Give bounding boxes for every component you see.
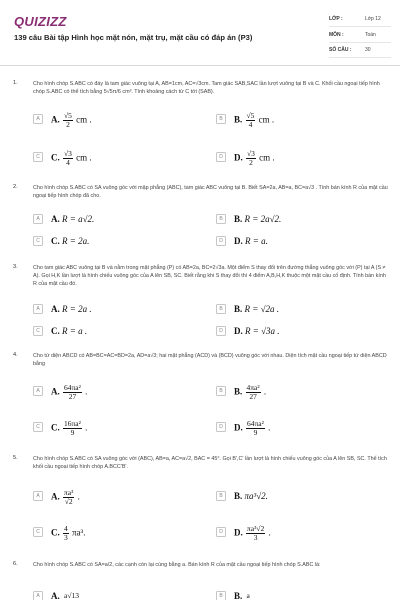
option-answer: D. R = a. [234, 236, 268, 246]
question-number: 4. [13, 352, 18, 358]
option-c[interactable] [33, 418, 203, 438]
option-answer: B. R = √2a . [234, 304, 280, 314]
option-box: D [216, 236, 226, 246]
question-number: 1. [13, 80, 18, 86]
option-a[interactable] [33, 487, 203, 507]
question-number: 6. [13, 561, 18, 567]
option-answer: C. $\frac{\text{16πa²}}{9}$ . [51, 419, 88, 437]
option-answer: A. R = 2a . [51, 304, 92, 314]
meta-count [329, 43, 391, 58]
option-box: C [33, 326, 43, 336]
option-box: A [33, 114, 43, 124]
option-box: A [33, 214, 43, 224]
question-number: 3. [13, 264, 18, 270]
question-text: Cho hình chóp S.ABC có SA=a/2, các cạnh còn lại cùng bằng a. Bán kính R của mặt cầu ngoại tiếp hình chóp S.ABC là: [33, 562, 321, 568]
option-box: B [216, 214, 226, 224]
option-d[interactable] [216, 523, 386, 543]
option-box: C [33, 152, 43, 162]
option-box: B [216, 114, 226, 124]
option-c[interactable] [33, 523, 203, 543]
option-a[interactable] [33, 210, 203, 230]
quizizz-logo: QUIZIZZ [14, 14, 67, 29]
document-title: 139 câu Bài tập Hình học mặt nón, mặt trụ, mặt cầu có đáp án (P3) [14, 33, 253, 42]
option-box: D [216, 152, 226, 162]
option-b[interactable] [216, 587, 386, 600]
option-answer: C. R = a . [51, 326, 88, 336]
option-c[interactable] [33, 322, 203, 342]
question-text: Cho tứ diện ABCD có AB=BC=AC=BD=2a, AD=a√3; hai mặt phẳng (ACD) và (BCD) vuông góc với nhau. Diện tích mặt cầu ngoại tiếp tứ diện ABCD bằng [33, 353, 387, 367]
option-answer: A. a√13 [51, 591, 79, 600]
option-a[interactable] [33, 300, 203, 320]
option-answer: C. $\frac{√3}{4}$ cm . [51, 149, 92, 167]
option-answer: A. $\frac{\text{64πa²}}{27}$ . [51, 383, 88, 401]
meta-class [329, 12, 391, 27]
option-box: D [216, 326, 226, 336]
option-answer: D. $\frac{√3}{2}$ cm . [234, 149, 275, 167]
option-a[interactable] [33, 587, 203, 600]
option-answer: B. $\frac{\text{4πa²}}{27}$ . [234, 383, 267, 401]
option-box: B [216, 491, 226, 501]
option-d[interactable] [216, 148, 386, 168]
option-answer: A. R = a√2. [51, 214, 95, 224]
option-answer: D. $\frac{\text{πa³√2}}{3}$ . [234, 524, 271, 542]
option-d[interactable] [216, 418, 386, 438]
option-b[interactable] [216, 210, 386, 230]
question-number: 2. [13, 184, 18, 190]
document-header [0, 0, 400, 66]
option-b[interactable] [216, 487, 386, 507]
option-box: A [33, 591, 43, 600]
option-answer: D. R = √3a . [234, 326, 280, 336]
question-text: Cho hình chóp S.ABC có SA vuông góc với (ABC), AB=a, AC=a√2, BAC = 45°. Gọi B',C' lần lượt là hình chiếu vuông góc của A lên SB, SC. Thể tích khối cầu ngoại tiếp hình chóp A.BCC'B'. [33, 456, 387, 470]
option-answer: B. R = 2a√2. [234, 214, 282, 224]
option-box: B [216, 591, 226, 600]
option-answer: A. $\frac{\text{πa³}}{√2}$ . [51, 488, 80, 506]
option-box: C [33, 422, 43, 432]
option-d[interactable] [216, 322, 386, 342]
option-d[interactable] [216, 232, 386, 252]
option-box: D [216, 422, 226, 432]
option-answer: C. R = 2a. [51, 236, 90, 246]
meta-value: Lớp 12 [365, 16, 381, 22]
option-answer: B. $\frac{√5}{4}$ cm . [234, 111, 275, 129]
meta-subject [329, 28, 391, 43]
option-box: B [216, 386, 226, 396]
option-box: A [33, 304, 43, 314]
question-text: Cho hình chóp S.ABC có đáy là tam giác vuông tại A, AB=1cm, AC=√3cm. Tam giác SAB,SAC lần lượt vuông tại B và C. Khối cầu ngoại tiếp hình chóp S.ABC có thể tích bằng 5√5π/6 cm³. Tính khoảng cách từ C tới (SAB). [33, 81, 380, 95]
option-box: A [33, 386, 43, 396]
meta-value: 30 [365, 47, 371, 53]
option-box: D [216, 527, 226, 537]
option-answer: C. $\frac{4}{3}$ πa³. [51, 524, 86, 542]
option-b[interactable] [216, 382, 386, 402]
option-b[interactable] [216, 300, 386, 320]
question-text: Cho hình chóp S.ABC có SA vuông góc với mặp phẳng (ABC), tam giác ABC vuông tại B. Biết SA=2a, AB=a, BC=a√3 . Tính bán kính R của mặt cầu ngoại tiếp hình chóp đã cho. [33, 185, 388, 199]
option-answer: B. a [234, 591, 250, 600]
option-box: C [33, 527, 43, 537]
option-answer: D. $\frac{\text{64πa²}}{9}$ . [234, 419, 271, 437]
option-c[interactable] [33, 232, 203, 252]
meta-key: SỐ CÂU : [329, 47, 352, 53]
option-box: B [216, 304, 226, 314]
option-answer: A. $\frac{√5}{2}$ cm . [51, 111, 92, 129]
option-box: A [33, 491, 43, 501]
meta-value: Toán [365, 32, 376, 38]
option-b[interactable] [216, 110, 386, 130]
option-a[interactable] [33, 382, 203, 402]
option-answer: B. πa³√2. [234, 491, 268, 501]
meta-key: MÔN : [329, 32, 344, 38]
question-text: Cho tam giác ABC vuông tại B và nằm trong mặt phẳng (P) có AB=2a, BC=2√3a. Một điểm S thay đổi trên đường thẳng vuông góc với (P) tại A (S ≠ A). Gọi H,K lần lượt là hình chiếu vuông góc của A lên SB, SC. Biết rằng khi S thay đổi thì 4 điểm A,B,H,K thuộc một mặt cầu cố định. Tính bán kính R của mặt cầu đó. [33, 265, 386, 287]
meta-key: LỚP : [329, 16, 343, 22]
option-box: C [33, 236, 43, 246]
option-a[interactable] [33, 110, 203, 130]
option-c[interactable] [33, 148, 203, 168]
question-number: 5. [13, 455, 18, 461]
